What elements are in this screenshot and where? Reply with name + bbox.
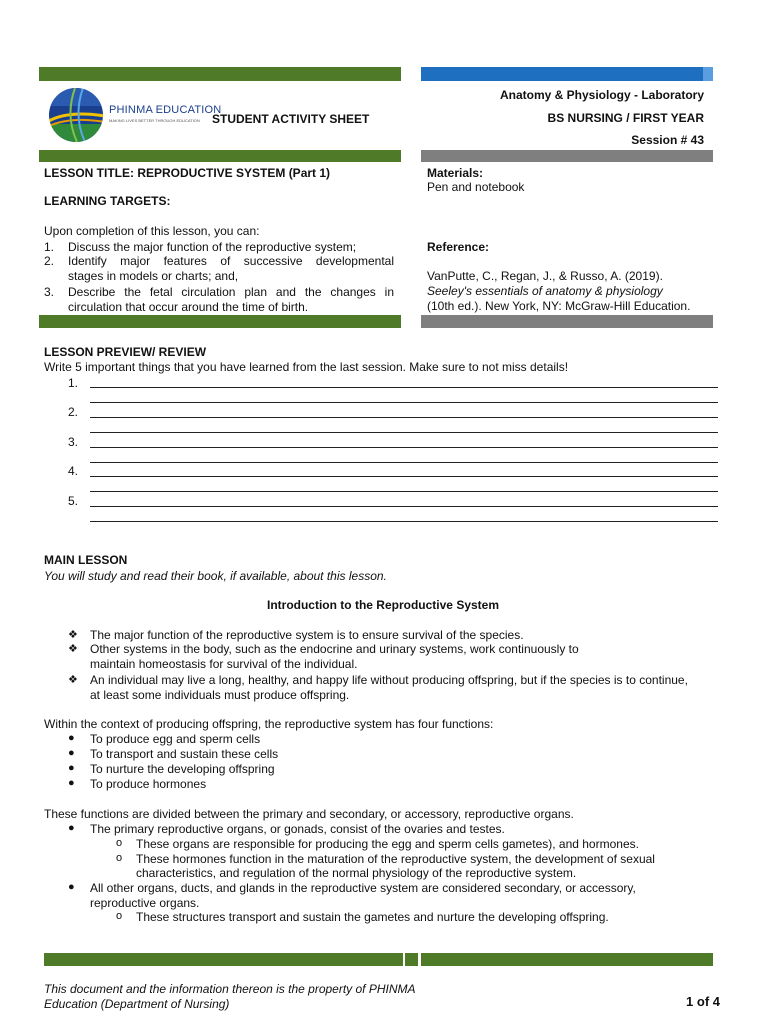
preview-heading: LESSON PREVIEW/ REVIEW [44, 345, 207, 359]
target-text: Discuss the major function of the reproductive system; [68, 240, 357, 254]
reference-line: VanPutte, C., Regan, J., & Russo, A. (2019). [427, 269, 663, 283]
bullet-text: An individual may live a long, healthy, and happy life without producing offspring, but if the species is to continue, [90, 673, 688, 687]
reference-book-title: Seeley's essentials of anatomy & physiology [427, 284, 663, 298]
section-bar-gray [421, 315, 713, 328]
header-bar-blue [421, 67, 713, 81]
answer-line[interactable] [90, 476, 718, 477]
answer-line[interactable] [90, 506, 718, 507]
answer-number: 1. [68, 376, 79, 390]
bullet-text: Other systems in the body, such as the endocrine and urinary systems, work continuously to [90, 642, 579, 656]
answer-line[interactable] [90, 521, 718, 522]
function-item: To nurture the developing offspring [90, 762, 275, 776]
dot-bullet-icon: ● [68, 747, 75, 759]
function-item: To transport and sustain these cells [90, 747, 279, 761]
sheet-title: STUDENT ACTIVITY SHEET [212, 112, 370, 126]
footer-bar-green-right [421, 953, 713, 966]
target-text: Identify major features of successive developmental [68, 254, 394, 268]
organs-intro: These functions are divided between the primary and secondary, or accessory, reproductive organs. [44, 807, 574, 821]
learning-targets-heading: LEARNING TARGETS: [44, 194, 171, 208]
materials-value: Pen and notebook [427, 180, 525, 194]
target-text: Describe the fetal circulation plan and the changes in [68, 285, 394, 299]
phinma-logo [47, 86, 222, 144]
session-number: Session # 43 [631, 133, 704, 147]
answer-number: 5. [68, 494, 79, 508]
sub-bullet-text: characteristics, and regulation of the normal physiology of the reproductive system. [136, 866, 577, 880]
footer-bar-green-small [405, 953, 418, 966]
target-number: 1. [44, 240, 55, 254]
header-bar-green [39, 67, 401, 81]
sub-bullet-text: These hormones function in the maturation of the reproductive system, the development of sexual [136, 852, 655, 866]
phinma-globe-icon [47, 86, 105, 144]
target-number: 2. [44, 254, 55, 268]
logo-text: PHINMA EDUCATION [109, 104, 222, 116]
bullet-text: at least some individuals must produce offspring. [90, 688, 350, 702]
dot-bullet-icon: ● [68, 762, 75, 774]
target-text: circulation that occur around the time of birth. [68, 300, 309, 314]
answer-line[interactable] [90, 402, 718, 403]
dot-bullet-icon: ● [68, 732, 75, 744]
primary-organs-text: The primary reproductive organs, or gonads, consist of the ovaries and testes. [90, 822, 505, 836]
diamond-bullet-icon: ❖ [68, 643, 78, 655]
sub-bullet-text: These organs are responsible for producing the egg and sperm cells gametes), and hormones. [136, 837, 639, 851]
answer-line[interactable] [90, 491, 718, 492]
diamond-bullet-icon: ❖ [68, 629, 78, 641]
diamond-bullet-icon: ❖ [68, 674, 78, 686]
reference-heading: Reference: [427, 240, 490, 254]
answer-line[interactable] [90, 387, 718, 388]
main-lesson-heading: MAIN LESSON [44, 553, 128, 567]
divider-bar-gray [421, 150, 713, 162]
divider-bar-green [39, 150, 401, 162]
sub-bullet-text: These structures transport and sustain the gametes and nurture the developing offspring. [136, 910, 609, 924]
answer-line[interactable] [90, 462, 718, 463]
section-title: Introduction to the Reproductive System [266, 598, 500, 612]
page-number: 1 of 4 [686, 994, 720, 1009]
materials-heading: Materials: [427, 166, 484, 180]
answer-number: 4. [68, 464, 79, 478]
target-text: stages in models or charts; and, [68, 269, 239, 283]
sub-bullet-icon: o [116, 852, 123, 864]
answer-line[interactable] [90, 447, 718, 448]
dot-bullet-icon: ● [68, 822, 75, 834]
footer-notice: Education (Department of Nursing) [44, 997, 230, 1011]
answer-line[interactable] [90, 432, 718, 433]
dot-bullet-icon: ● [68, 777, 75, 789]
secondary-organs-text: reproductive organs. [90, 896, 200, 910]
functions-intro: Within the context of producing offspring, the reproductive system has four functions: [44, 717, 494, 731]
sub-bullet-icon: o [116, 910, 123, 922]
course-name: Anatomy & Physiology - Laboratory [499, 88, 704, 102]
answer-line[interactable] [90, 417, 718, 418]
sub-bullet-icon: o [116, 837, 123, 849]
targets-intro: Upon completion of this lesson, you can: [44, 224, 260, 238]
answer-number: 2. [68, 405, 79, 419]
logo-tagline: MAKING LIVES BETTER THROUGH EDUCATION [109, 118, 200, 123]
function-item: To produce egg and sperm cells [90, 732, 261, 746]
program-name: BS NURSING / FIRST YEAR [547, 111, 704, 125]
lesson-title: LESSON TITLE: REPRODUCTIVE SYSTEM (Part 1) [44, 166, 331, 180]
main-lesson-subheading: You will study and read their book, if available, about this lesson. [44, 569, 387, 583]
secondary-organs-text: All other organs, ducts, and glands in the reproductive system are considered secondary, or accessory, [90, 881, 636, 895]
dot-bullet-icon: ● [68, 881, 75, 893]
target-number: 3. [44, 285, 55, 299]
footer-notice: This document and the information thereon is the property of PHINMA [44, 982, 416, 996]
bullet-text: The major function of the reproductive system is to ensure survival of the species. [90, 628, 524, 642]
answer-number: 3. [68, 435, 79, 449]
header-bar-blue-accent [703, 67, 713, 81]
bullet-text: maintain homeostasis for survival of the individual. [90, 657, 358, 671]
section-bar-green [39, 315, 401, 328]
function-item: To produce hormones [90, 777, 207, 791]
reference-line: (10th ed.). New York, NY: McGraw-Hill Education. [427, 299, 691, 313]
footer-bar-green [44, 953, 403, 966]
preview-instruction: Write 5 important things that you have learned from the last session. Make sure to not miss details! [44, 360, 569, 374]
